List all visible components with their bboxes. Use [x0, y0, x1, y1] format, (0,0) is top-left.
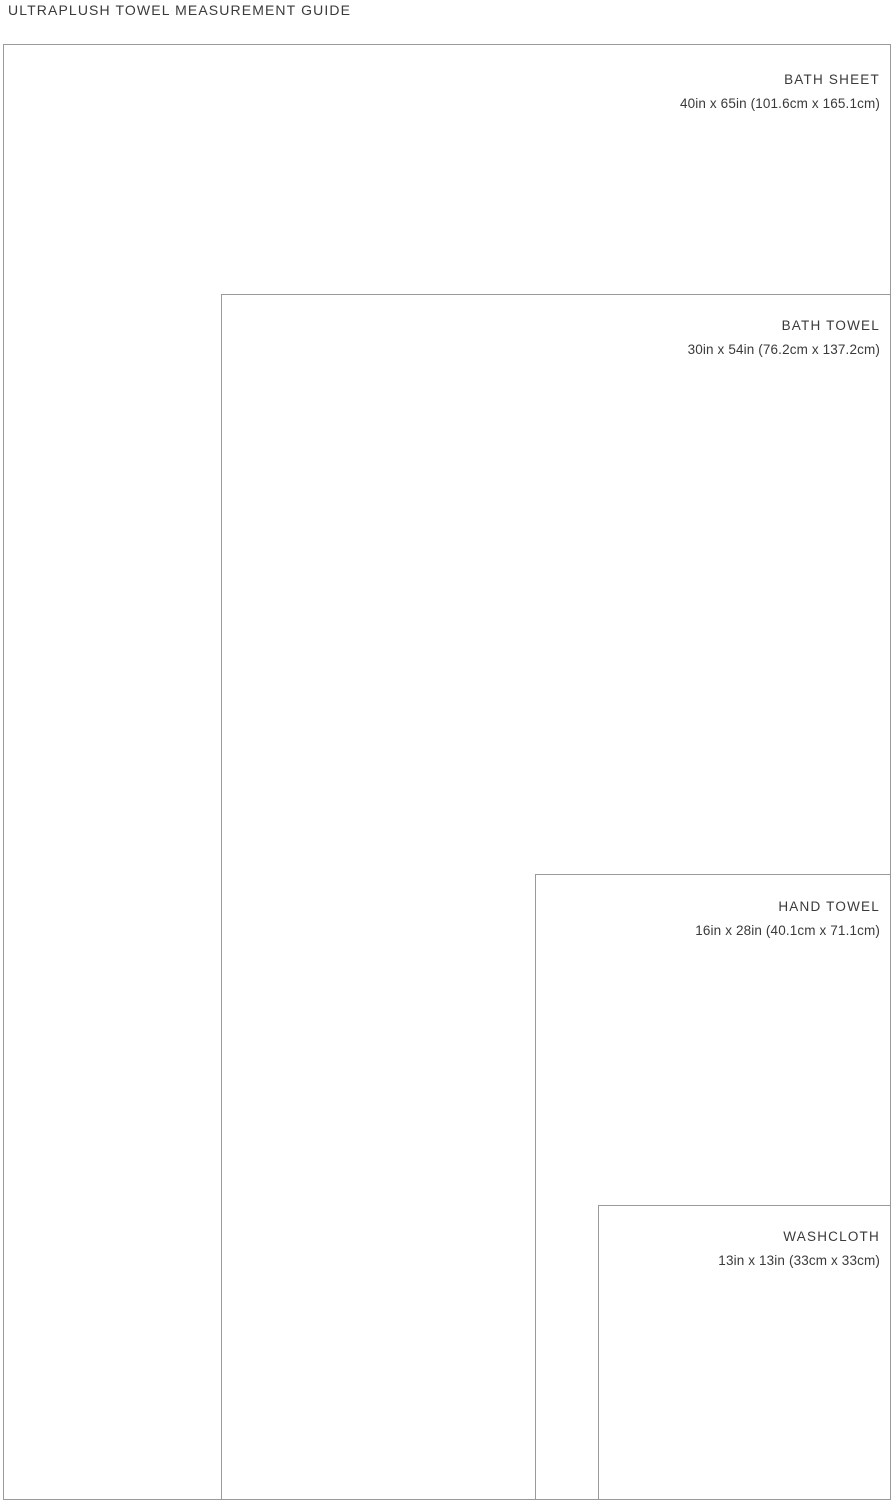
towel-label-washcloth — [718, 1227, 880, 1272]
towel-label-bath-sheet — [680, 70, 880, 115]
towel-dimensions-bath-towel: 30in x 54in (76.2cm x 137.2cm) — [687, 341, 880, 357]
towel-dimensions-washcloth: 13in x 13in (33cm x 33cm) — [718, 1252, 880, 1268]
towel-name-hand-towel: HAND TOWEL — [778, 899, 880, 914]
towel-label-hand-towel — [695, 897, 880, 942]
towel-label-bath-towel — [688, 316, 880, 361]
towel-name-bath-sheet: BATH SHEET — [784, 72, 880, 87]
towel-dimensions-hand-towel: 16in x 28in (40.1cm x 71.1cm) — [695, 922, 880, 938]
towel-name-washcloth: WASHCLOTH — [783, 1229, 880, 1244]
towel-dimensions-bath-sheet: 40in x 65in (101.6cm x 165.1cm) — [679, 95, 880, 111]
page-title: ULTRAPLUSH TOWEL MEASUREMENT GUIDE — [8, 2, 352, 18]
towel-name-bath-towel: BATH TOWEL — [781, 318, 880, 333]
